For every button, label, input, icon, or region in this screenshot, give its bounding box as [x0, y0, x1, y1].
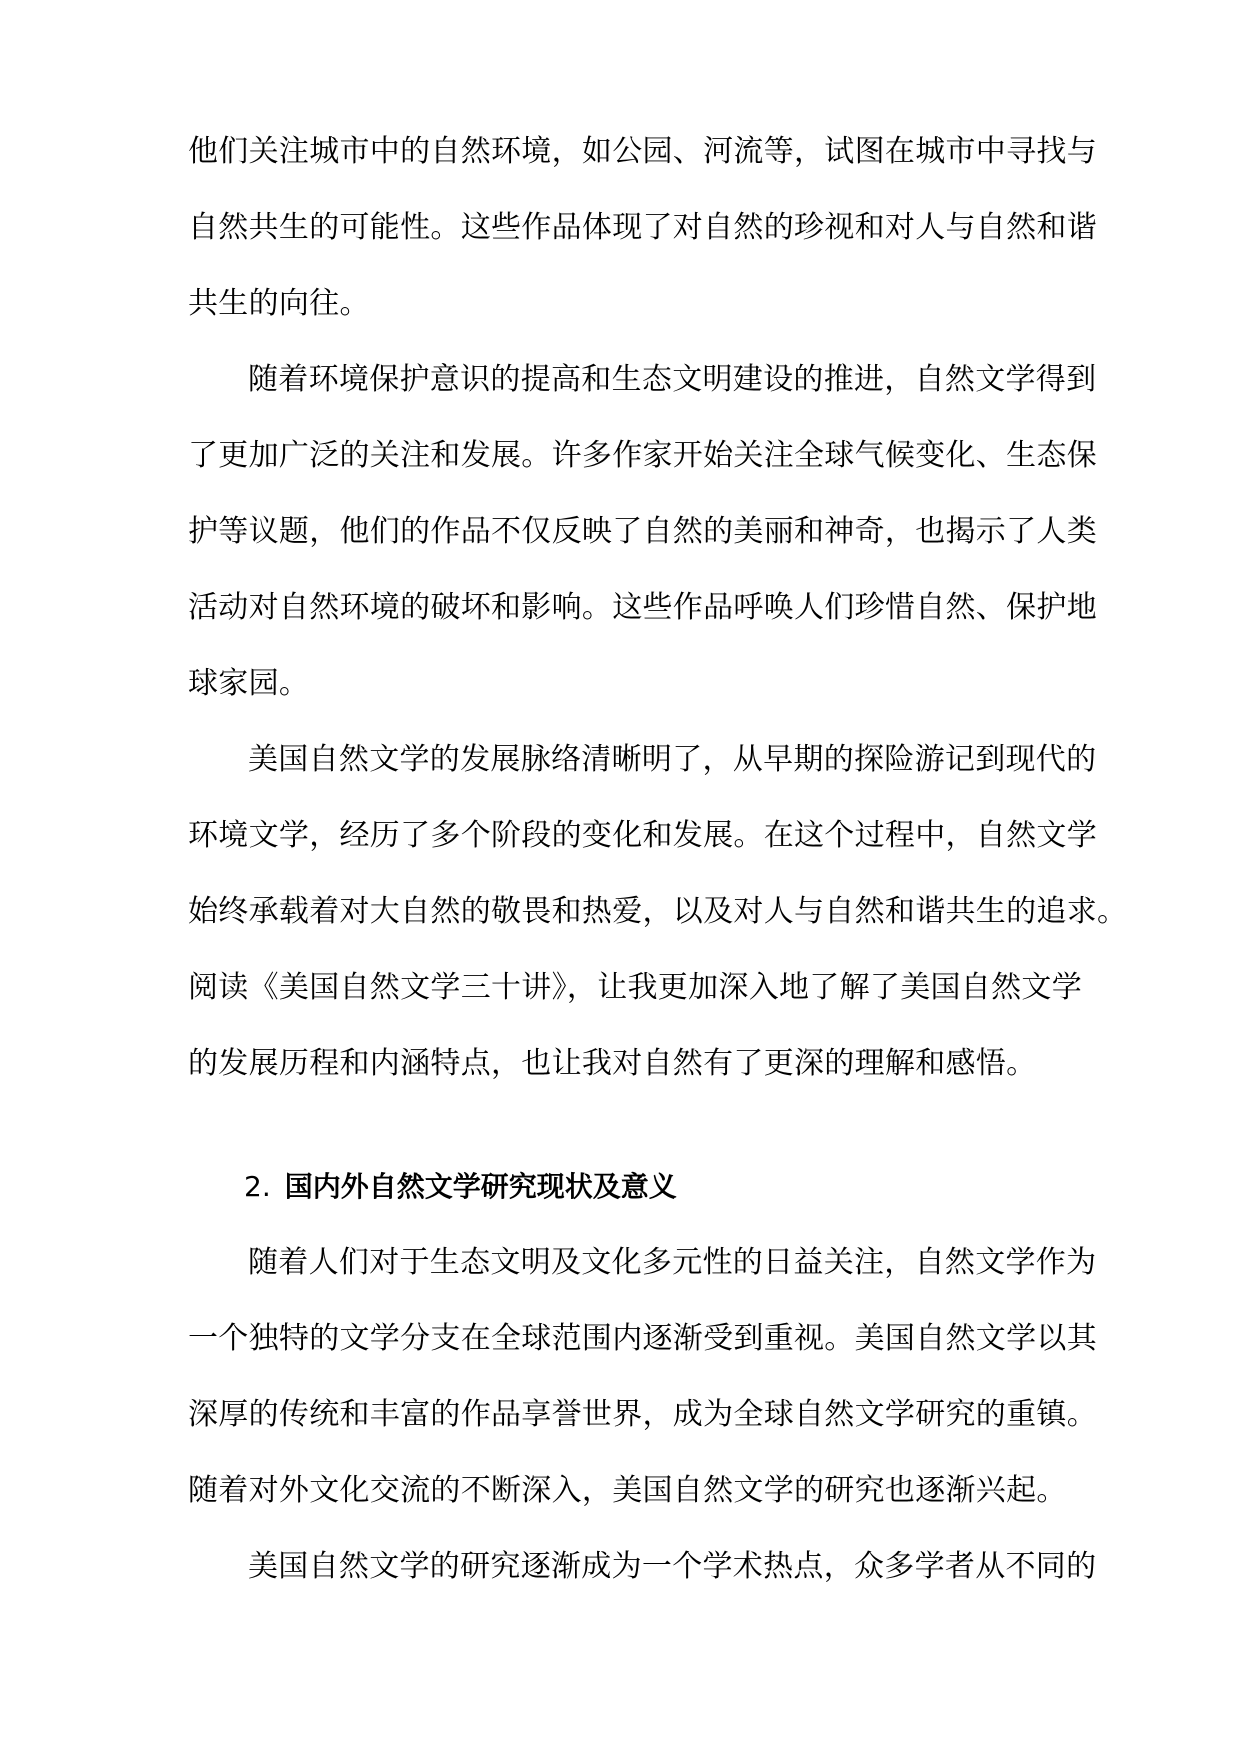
text-line: 自然共生的可能性。这些作品体现了对自然的珍视和对人与自然和谐: [188, 210, 1097, 245]
text-line: 球家园。: [188, 666, 310, 701]
text-line: 阅读《美国自然文学三十讲》，让我更加深入地了解了美国自然文学: [188, 970, 1082, 1005]
text-line: 活动对自然环境的破坏和影响。这些作品呼唤人们珍惜自然、保护地: [188, 590, 1097, 625]
text-line: 美国自然文学的研究逐渐成为一个学术热点，众多学者从不同的: [248, 1549, 1097, 1584]
text-line: 他们关注城市中的自然环境，如公园、河流等，试图在城市中寻找与: [188, 134, 1097, 169]
text-line: 的发展历程和内涵特点，也让我对自然有了更深的理解和感悟。: [188, 1046, 1037, 1081]
section-heading: [244, 1149, 677, 1225]
paragraph-5: [188, 1529, 1097, 1605]
text-line: 共生的向往。: [188, 286, 370, 321]
paragraph-1: [188, 114, 1097, 342]
text-line: 始终承载着对大自然的敬畏和热爱，以及对人与自然和谐共生的追求。: [188, 894, 1128, 929]
text-line: 深厚的传统和丰富的作品享誉世界，成为全球自然文学研究的重镇。: [188, 1397, 1097, 1432]
text-line: 美国自然文学的发展脉络清晰明了，从早期的探险游记到现代的: [248, 742, 1097, 777]
text-line: 了更加广泛的关注和发展。许多作家开始关注全球气候变化、生态保: [188, 438, 1097, 473]
text-line: 随着对外文化交流的不断深入，美国自然文学的研究也逐渐兴起。: [188, 1473, 1067, 1508]
paragraph-3: [188, 722, 1128, 1102]
text-line: 环境文学，经历了多个阶段的变化和发展。在这个过程中，自然文学: [188, 818, 1097, 853]
section-title: 国内外自然文学研究现状及意义: [284, 1170, 677, 1203]
text-line: 一个独特的文学分支在全球范围内逐渐受到重视。美国自然文学以其: [188, 1321, 1097, 1356]
text-line: 随着人们对于生态文明及文化多元性的日益关注，自然文学作为: [248, 1245, 1097, 1280]
text-line: 护等议题，他们的作品不仅反映了自然的美丽和神奇，也揭示了人类: [188, 514, 1097, 549]
text-line: 随着环境保护意识的提高和生态文明建设的推进，自然文学得到: [248, 362, 1097, 397]
paragraph-2: [188, 342, 1097, 722]
section-number: 2.: [244, 1170, 271, 1203]
paragraph-4: [188, 1225, 1097, 1529]
